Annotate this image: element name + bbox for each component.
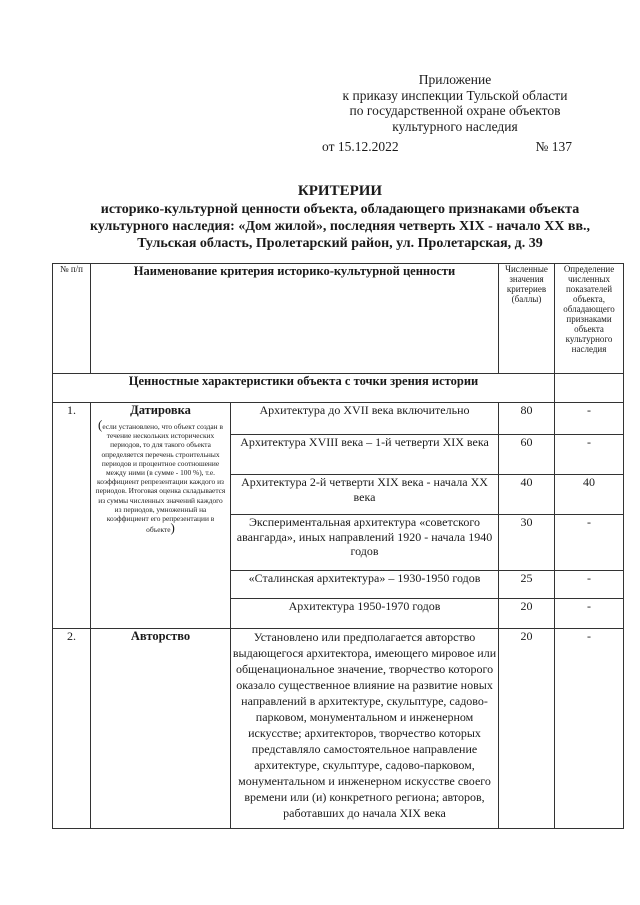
- option-text: Архитектура 2-й четверти XIX века - начала XX века: [231, 475, 499, 515]
- option-score: 30: [499, 515, 555, 571]
- section-row: [53, 374, 624, 403]
- criterion-2-definition: -: [555, 629, 624, 829]
- criterion-1-note-block: [91, 417, 230, 536]
- option-score: 25: [499, 571, 555, 599]
- annex-date: от 15.12.2022: [322, 139, 399, 154]
- title-line-3: Тульская область, Пролетарский район, ул. Пролетарская, д. 39: [137, 236, 543, 251]
- option-text: Архитектура XVIII века – 1-й четверти XIX века: [231, 435, 499, 475]
- annex-line-3: по государственной охране объектов: [349, 103, 561, 118]
- header-num: № п/п: [53, 264, 91, 374]
- document-title: [60, 183, 620, 252]
- title-main: КРИТЕРИИ: [297, 183, 383, 199]
- criterion-2-score: 20: [499, 629, 555, 829]
- option-definition: -: [555, 403, 624, 435]
- criterion-2-index: 2.: [53, 629, 91, 829]
- title-line-2: культурного наследия: «Дом жилой», последняя четверть XIX - начало XX вв.,: [89, 219, 591, 234]
- option-definition: -: [555, 435, 624, 475]
- option-text: Архитектура до XVII века включительно: [231, 403, 499, 435]
- section-empty-cell: [555, 374, 624, 403]
- option-text: Архитектура 1950-1970 годов: [231, 599, 499, 629]
- option-score: 80: [499, 403, 555, 435]
- criteria-table: [52, 263, 624, 829]
- table-row: [53, 629, 624, 829]
- option-definition: -: [555, 515, 624, 571]
- annex-line-1: Приложение: [418, 72, 492, 87]
- header-name: Наименование критерия историко-культурной ценности: [91, 264, 499, 374]
- option-text: Экспериментальная архитектура «советского авангарда», иных направлений 1920 - начала 1940 годов: [231, 515, 499, 571]
- criterion-2-name-cell: [91, 629, 231, 829]
- criterion-1-index: 1.: [53, 403, 91, 629]
- option-text: «Сталинская архитектура» – 1930-1950 годов: [231, 571, 499, 599]
- criterion-1-title: Датировка: [130, 403, 191, 417]
- option-definition: -: [555, 571, 624, 599]
- annex-line-2: к приказу инспекции Тульской области: [342, 87, 568, 103]
- table-row: [53, 403, 624, 435]
- section-title: Ценностные характеристики объекта с точки зрения истории: [53, 374, 555, 403]
- header-score: Численные значения критериев (баллы): [499, 264, 555, 374]
- option-score: 40: [499, 475, 555, 515]
- annex-header: [300, 72, 610, 134]
- option-score: 20: [499, 599, 555, 629]
- note-open-paren: (: [98, 417, 103, 432]
- note-close-paren: ): [170, 520, 175, 536]
- table-header-row: [53, 264, 624, 374]
- option-score: 60: [499, 435, 555, 475]
- annex-line-4: культурного наследия: [392, 118, 518, 134]
- criterion-1-name-cell: [91, 403, 231, 629]
- title-line-1: историко-культурной ценности объекта, обладающего признаками объекта: [100, 202, 580, 217]
- criterion-2-text: Установлено или предполагается авторство выдающегося архитектора, имеющего мировое или общенациональное значение, творчество которого оказало существенное влияние на развитие новых направлений в архитектуре, скульптуре, садово-парковом, монументальном и инженерном искусстве; архитекторов, творчество которых представляло самостоятельное направление архитектуре, скульптуре, садово-парковом, монументальном и инженерном искусстве своего времени или (и) конкретного региона; авторов, работавших до начала XIX века: [231, 629, 499, 829]
- option-definition: -: [555, 599, 624, 629]
- header-definition: Определение численных показателей объекта, обладающего признаками объекта культурного наследия: [555, 264, 624, 374]
- criterion-1-note: если установлено, что объект создан в течение нескольких исторических периодов, то для такого объекта определяется перечень строительных периодов и процентное соотношение между ними (в сумме - 100 %), т.е. коэффициент репрезентации каждого из периодов. Итоговая оценка складывается из суммы численных значений каждого из периодов, умноженный на коэффициент его репрезентации в объекте: [95, 422, 226, 535]
- option-definition: 40: [555, 475, 624, 515]
- annex-date-row: [322, 139, 572, 155]
- annex-number: № 137: [535, 139, 572, 154]
- criterion-2-title: Авторство: [130, 629, 191, 643]
